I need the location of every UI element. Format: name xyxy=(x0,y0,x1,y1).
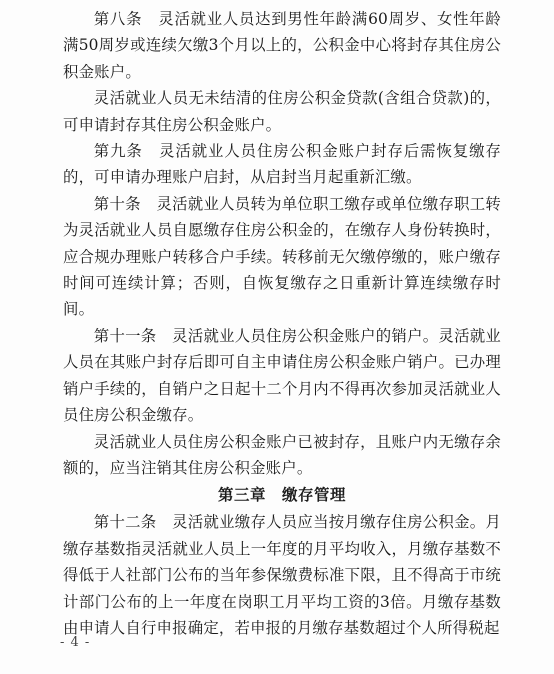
article-12-paragraph: 第十二条 灵活就业缴存人员应当按月缴存住房公积金。月缴存基数指灵活就业人员上一年度的月平均收入，月缴存基数不得低于人社部门公布的当年参保缴费标准下限，且不得高于市统计部门公布的上一年度在岗职工月平均工资的3倍。月缴存基数由申请人自行申报确定，若申报的月缴存基数超过个人所得税起 xyxy=(63,513,501,637)
page-number: - 4 - xyxy=(60,635,91,650)
article-9-paragraph: 第九条 灵活就业人员住房公积金账户封存后需恢复缴存的，可申请办理账户启封，从启封当月起重新汇缴。 xyxy=(63,142,501,187)
document-body xyxy=(63,6,501,641)
article-8-supplement-paragraph: 灵活就业人员无未结清的住房公积金贷款(含组合贷款)的，可申请封存其住房公积金账户。 xyxy=(63,89,501,134)
article-11-supplement-paragraph: 灵活就业人员住房公积金账户已被封存，且账户内无缴存余额的，应当注销其住房公积金账户。 xyxy=(63,432,501,477)
article-11-paragraph: 第十一条 灵活就业人员住房公积金账户的销户。灵活就业人员在其账户封存后即可自主申请住房公积金账户销户。已办理销户手续的，自销户之日起十二个月内不得再次参加灵活就业人员住房公积金缴存。 xyxy=(63,326,501,425)
chapter-heading: 第三章 缴存管理 xyxy=(218,486,346,505)
article-8-paragraph: 第八条 灵活就业人员达到男性年龄满60周岁、女性年龄满50周岁或连续欠缴3个月以上的，公积金中心将封存其住房公积金账户。 xyxy=(63,10,501,81)
article-10-paragraph: 第十条 灵活就业人员转为单位职工缴存或单位缴存职工转为灵活就业人员自愿缴存住房公积金的，在缴存人身份转换时，应合规办理账户转移合户手续。转移前无欠缴停缴的，账户缴存时间可连续计算；否则，自恢复缴存之日重新计算连续缴存时间。 xyxy=(63,194,501,319)
